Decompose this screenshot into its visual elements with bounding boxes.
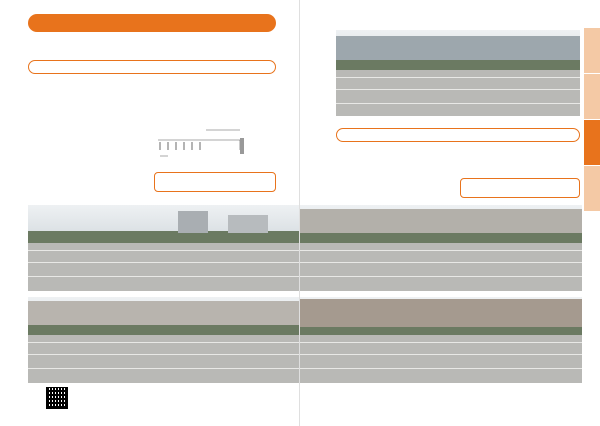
- page-title: [28, 14, 276, 32]
- tab-part2[interactable]: [584, 74, 600, 120]
- photo-sequence-right-1: [300, 205, 582, 291]
- subheading-right: [336, 128, 580, 142]
- photo-sequence-top: [336, 30, 580, 116]
- tab-part4[interactable]: [584, 166, 600, 212]
- photo-sequence-1: [28, 205, 300, 291]
- tab-part1[interactable]: [584, 28, 600, 74]
- qr-code[interactable]: [46, 387, 68, 409]
- hurdle-diagram: [154, 118, 276, 166]
- subheading: [28, 60, 276, 74]
- setting-box-right: [460, 178, 580, 198]
- hurdle-diagram-svg: [154, 118, 276, 166]
- photo-sequence-right-2: [300, 297, 582, 383]
- setting-box: [154, 172, 276, 192]
- part-tabs: [584, 28, 600, 212]
- right-page: [300, 0, 600, 426]
- photo-sequence-2: [28, 297, 300, 383]
- tab-part3[interactable]: [584, 120, 600, 166]
